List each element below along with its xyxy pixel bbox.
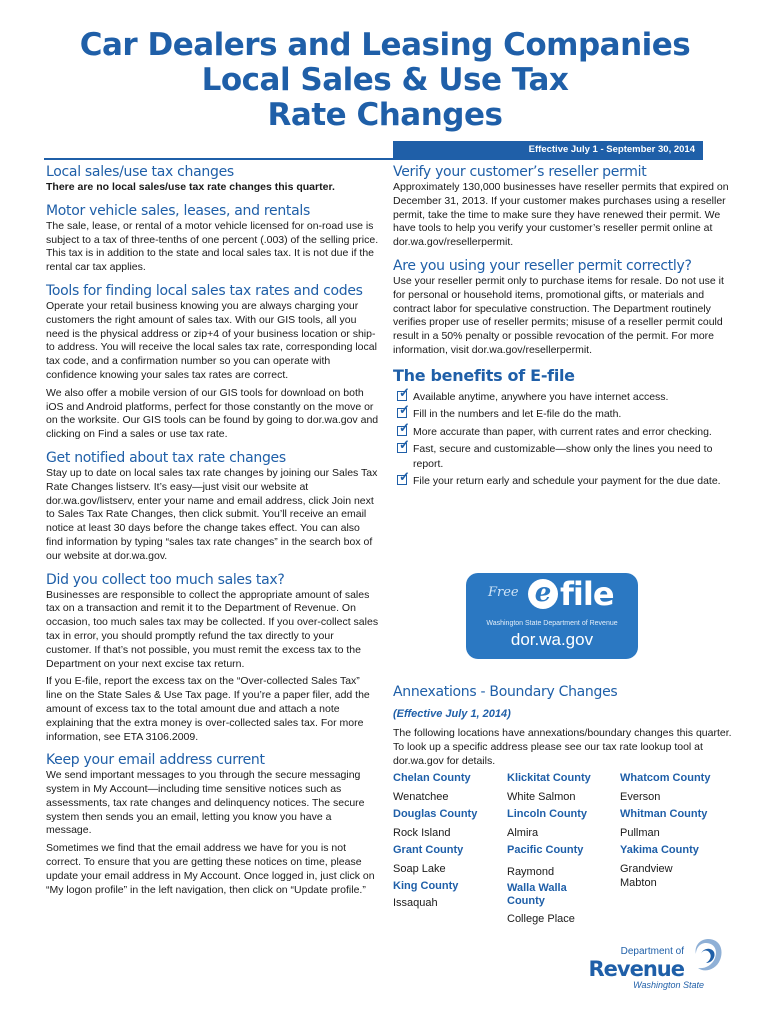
benefit-item xyxy=(393,390,733,405)
efile-dept-label: Washington State Department of Revenue xyxy=(486,620,618,627)
county-city: Wenatchee xyxy=(393,791,449,803)
tools-text-2: We also offer a mobile version of our GIS tools for download on both iOS and Android platforms, perfect for those constantly on the move or on the worksite. Our GIS tools can be found by going to dor.wa.gov and clicking on Find a sales or use tax rate. xyxy=(46,386,379,441)
county-entry xyxy=(393,844,505,877)
section-heading-tools: Tools for finding local sales tax rates and codes xyxy=(46,282,363,299)
county-entry xyxy=(507,844,619,880)
county-name: Yakima County xyxy=(620,844,699,856)
benefit-text: File your return early and schedule your payment for the due date. xyxy=(413,475,721,488)
tools-text-1: Operate your retail business knowing you are always charging your customers the right amount of sales tax. With our GIS tools, all you need is the physical address or zip+4 of your business location or ship-to address. You will receive the local sales tax rate, corresponding local tax code, and a confirmation number so you can operate with confidence knowing your sales tax rates are correct. xyxy=(46,299,377,381)
left-column xyxy=(46,164,379,897)
efile-e-icon: e xyxy=(528,579,558,609)
benefit-item xyxy=(393,474,733,489)
section-heading-motor-vehicle: Motor vehicle sales, leases, and rentals xyxy=(46,202,310,219)
effective-date-banner: Effective July 1 - September 30, 2014 xyxy=(393,141,703,158)
county-name: Grant County xyxy=(393,844,464,856)
efile-free-label: Free xyxy=(488,585,519,600)
collect-text-2: If you E-file, report the excess tax on the “Over-collected Sales Tax” line on the State Sales & Use Tax page. If you’re a paper filer, add the amount of excess tax to the total amount due and attach a note explaining that the extra money is over-collected sales tax. For more information, see ETA 3106.2009. xyxy=(46,675,370,743)
county-city: Almira xyxy=(507,827,539,839)
county-city: Raymond xyxy=(507,866,555,878)
efile-wordmark: file xyxy=(560,575,614,613)
section-heading-local-changes: Local sales/use tax changes xyxy=(46,164,234,180)
county-entry xyxy=(507,882,587,927)
email-text-1: We send important messages to you through the secure messaging system in My Account—including time sensitive notices such as assessments, tax rate changes and delinquency notices. The secure system then sends you an email, letting you know you have a message. xyxy=(46,769,365,837)
checkbox-icon xyxy=(397,443,407,453)
section-heading-benefits: The benefits of E-file xyxy=(393,365,575,385)
county-entry xyxy=(393,772,505,805)
county-city: Pullman xyxy=(620,827,660,839)
benefit-text: Fill in the numbers and let E-file do the math. xyxy=(413,408,622,421)
county-name: Whitman County xyxy=(620,808,708,820)
benefit-item xyxy=(393,442,733,471)
county-name: Pacific County xyxy=(507,844,584,856)
county-entry xyxy=(393,808,505,841)
county-entry xyxy=(507,808,619,841)
county-entry xyxy=(620,808,732,841)
checkbox-icon xyxy=(397,408,407,418)
logo-revenue-text: Revenue xyxy=(588,957,684,981)
annexations-effective-date: (Effective July 1, 2014) xyxy=(393,708,511,720)
county-city: Grandview Mabton xyxy=(620,863,673,889)
checkbox-icon xyxy=(397,426,407,436)
checkbox-icon xyxy=(397,475,407,485)
collect-text-1: Businesses are responsible to collect the appropriate amount of sales tax on a transaction and remit it to the Department of Revenue. On occasion, too much sales tax may be collected. If you over-collect sales tax in error, you should promptly refund the tax directly to your customer. If that’s not possible, you must remit the excess tax to the Department on your next excise tax return. xyxy=(46,588,379,670)
logo-state-text: Washington State xyxy=(633,980,704,990)
benefit-item xyxy=(393,425,733,440)
county-name: Chelan County xyxy=(393,772,471,784)
swirl-logo-icon xyxy=(690,936,726,976)
county-name: Douglas County xyxy=(393,808,478,820)
county-entry xyxy=(620,772,732,805)
email-text-2: Sometimes we find that the email address we have for you is not correct. To ensure that you are getting these notices on time, please update your email address in My Account. Once logged in, just click on “My logon profile” in the left navigation, then click on “Update profile.” xyxy=(46,842,375,896)
annexations-text: The following locations have annexations/boundary changes this quarter. To look up a specific address please see our tax rate lookup tool at dor.wa.gov for details. xyxy=(393,727,732,767)
title-line-1: Car Dealers and Leasing Companies xyxy=(79,27,691,63)
efile-logo[interactable] xyxy=(466,573,638,659)
county-city: Rock Island xyxy=(393,827,451,839)
county-entry xyxy=(507,772,619,805)
benefit-text: Available anytime, anywhere you have internet access. xyxy=(413,390,669,403)
county-name: Klickitat County xyxy=(507,772,591,784)
notified-text: Stay up to date on local sales tax rate changes by joining our Sales Tax Rate Changes listserv. It’s easy—just visit our website at dor.wa.gov/listserv, enter your name and email address, click Join next to Sales Tax Rate Changes, then click submit. You’ll receive an email notice at least 30 days before the change takes effect. You can also find information by typing “sales tax rate changes” in the search box of our website at dor.wa.gov. xyxy=(46,466,378,562)
county-city: Issaquah xyxy=(393,897,438,909)
benefit-item xyxy=(393,407,733,422)
section-heading-using-permit: Are you using your reseller permit correctly? xyxy=(393,257,692,274)
title-line-3: Rate Changes xyxy=(267,97,503,133)
efile-url[interactable]: dor.wa.gov xyxy=(510,630,594,649)
section-heading-notified: Get notified about tax rate changes xyxy=(46,449,286,466)
county-entry xyxy=(393,880,505,911)
section-heading-email: Keep your email address current xyxy=(46,752,265,769)
page-title xyxy=(0,28,770,133)
county-name: Lincoln County xyxy=(507,808,588,820)
using-permit-text: Use your reseller permit only to purchase items for resale. Do not use it for personal or household items, promotional gifts, or materials and contract labor for speculative construction. The Department routinely verifies proper use of reseller permits; misuse of a reseller permit could result in a 50% penalty or possible revocation of the permit. For more information, visit dor.wa.gov/resellerpermit. xyxy=(393,274,724,356)
county-city: White Salmon xyxy=(507,791,576,803)
county-entry xyxy=(620,844,732,890)
county-name: King County xyxy=(393,880,459,892)
benefit-text: Fast, secure and customizable—show only the lines you need to report. xyxy=(413,443,713,470)
annexations-section xyxy=(393,684,733,768)
benefit-text: More accurate than paper, with current rates and error checking. xyxy=(413,425,712,438)
county-name: Walla Walla County xyxy=(507,882,567,907)
title-line-2: Local Sales & Use Tax xyxy=(201,62,569,98)
dor-logo xyxy=(588,936,730,992)
motor-vehicle-text: The sale, lease, or rental of a motor vehicle licensed for on-road use is subject to a tax of three-tenths of one percent (.003) of the selling price. This tax is in addition to the state and local sales tax. It is not due if the rental car tax applies. xyxy=(46,219,379,274)
local-changes-text: There are no local sales/use tax rate changes this quarter. xyxy=(46,181,335,193)
county-city: College Place xyxy=(507,913,575,925)
benefits-list xyxy=(393,390,733,489)
county-city: Soap Lake xyxy=(393,863,446,875)
header-divider xyxy=(44,158,703,160)
county-name: Whatcom County xyxy=(620,772,711,784)
section-heading-annexations: Annexations - Boundary Changes xyxy=(393,684,618,700)
right-column xyxy=(393,164,733,492)
checkbox-icon xyxy=(397,391,407,401)
logo-dept-text: Department of xyxy=(620,946,684,957)
section-heading-verify-permit: Verify your customer’s reseller permit xyxy=(393,164,647,180)
verify-permit-text: Approximately 130,000 businesses have reseller permits that expired on December 31, 2013. If your customer makes purchases using a reseller permit, take the time to make sure they have renewed their permit. We have tools to help you verify your customer’s reseller permit online at dor.wa.gov/resellerpermit. xyxy=(393,181,729,249)
section-heading-collect-too-much: Did you collect too much sales tax? xyxy=(46,571,285,588)
county-grid xyxy=(393,772,733,932)
county-city: Everson xyxy=(620,791,661,803)
